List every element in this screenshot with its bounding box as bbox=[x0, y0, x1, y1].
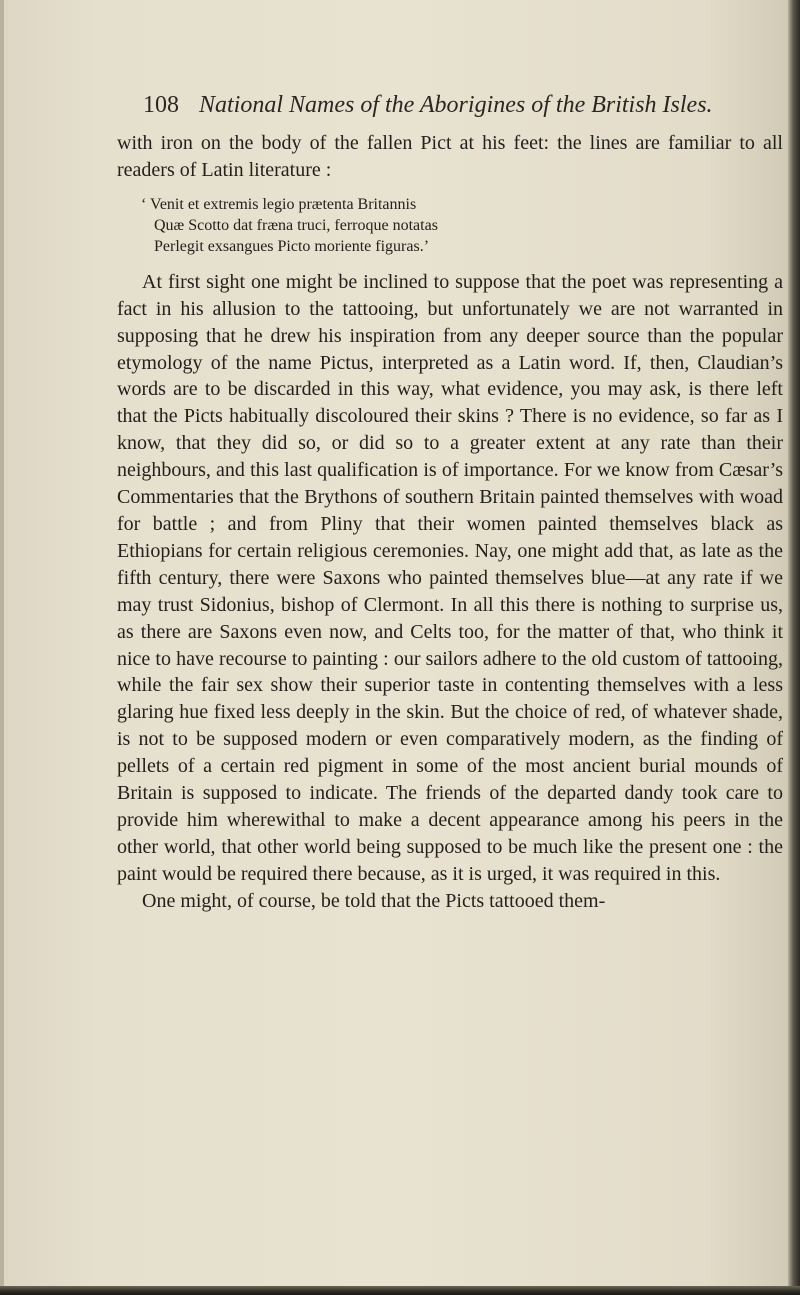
paragraph-3: One might, of course, be told that the Picts tattooed them- bbox=[142, 889, 606, 912]
quote-line-3: Perlegit exsangues Picto moriente figuras.’ bbox=[154, 237, 430, 255]
page-left-edge bbox=[0, 0, 4, 1295]
quote-line-1: ‘ Venit et extremis legio prætenta Britannis bbox=[141, 195, 417, 213]
quote-line-2: Quæ Scotto dat fræna truci, ferroque notatas bbox=[154, 216, 438, 234]
body-text bbox=[117, 130, 783, 915]
page-number: 108 bbox=[143, 92, 179, 118]
latin-quotation bbox=[141, 194, 783, 257]
paragraph-2: At first sight one might be inclined to suppose that the poet was representing a fact in his allusion to the tattooing, but unfortunately we are not warranted in supposing that he drew his inspiration from any deeper source than the popular etymology of the name Pictus, interpreted as a Latin word. If, then, Claudian’s words are to be discarded in this way, what evidence, you may ask, is there left that the Picts habitually discoloured their skins ? There is no evidence, so far as I know, that they did so, or did so to a greater extent at any rate than their neighbours, and this last qualification is of importance. For we know from Cæsar’s Commentaries that the Brythons of southern Britain painted themselves with woad for battle ; and from Pliny that their women painted themselves black as Ethiopians for certain religious ceremonies. Nay, one might add that, as late as the fifth century, there were Saxons who painted themselves blue—at any rate if we may trust Sidonius, bishop of Clermont. In all this there is nothing to surprise us, as there are Saxons even now, and Celts too, for the matter of that, who think it nice to have recourse to painting : our sailors adhere to the old custom of tattooing, while the fair sex show their superior taste in contenting themselves with a less glaring hue fixed less deeply in the skin. But the choice of red, of whatever shade, is not to be supposed modern or even comparatively modern, as the finding of pellets of a certain red pigment in some of the most ancient burial mounds of Britain is supposed to indicate. The friends of the departed dandy took care to provide him wherewithal to make a decent appearance among his peers in the other world, that other world being supposed to be much like the present one : the paint would be required there because, as it is urged, it was required in this. bbox=[117, 270, 783, 885]
paragraph-1: with iron on the body of the fallen Pict at his feet: the lines are familiar to all readers of Latin literature : bbox=[117, 132, 783, 181]
running-header bbox=[143, 91, 773, 119]
book-spine-shadow bbox=[788, 0, 800, 1295]
running-title: National Names of the Aborigines of the British Isles. bbox=[199, 92, 713, 118]
page-bottom-edge bbox=[0, 1286, 800, 1295]
